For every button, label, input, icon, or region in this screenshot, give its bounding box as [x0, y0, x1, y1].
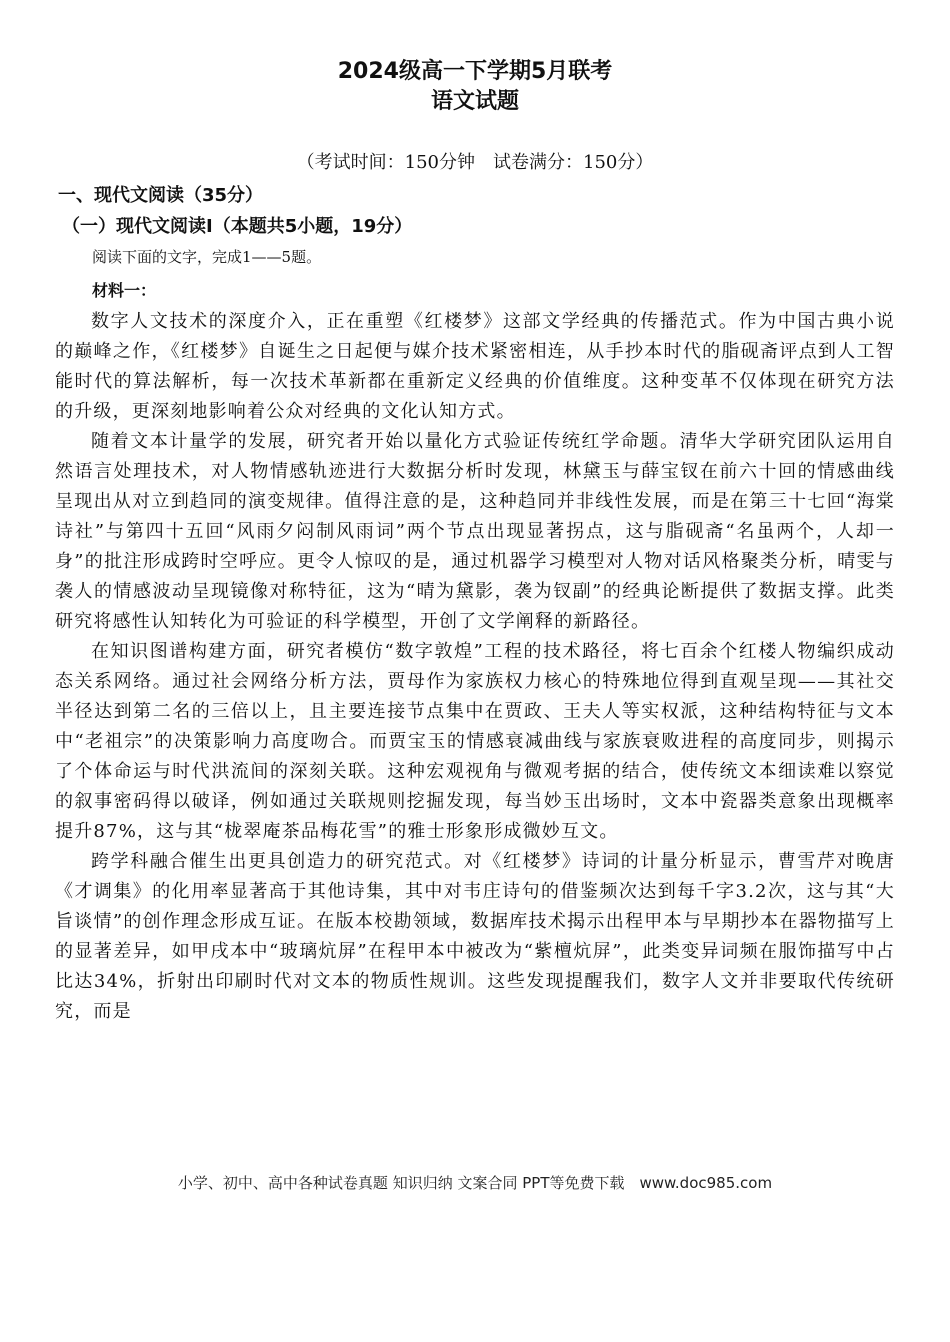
exam-subject-title: 语文试题 [430, 89, 519, 114]
exam-title: 2024级高一下学期5月联考 [337, 59, 613, 84]
passage-paragraph-3: 在知识图谱构建方面，研究者模仿“数字敦煌”工程的技术路径，将七百余个红楼人物编织成动态关系网络。通过社会网络分析方法，贾母作为家族权力核心的特殊地位得到直观呈现——其社交半径达到第二名的三倍以上，且主要连接节点集中在贾政、王夫人等实权派，这种结构特征与文本中“老祖宗”的决策影响力高度吻合。而贾宝玉的情感衰减曲线与家族衰败进程的高度同步，则揭示了个体命运与时代洪流间的深刻关联。这种宏观视角与微观考据的结合，使传统文本细读难以察觉的叙事密码得以破译，例如通过关联规则挖掘发现，每当妙玉出场时，文本中瓷器类意象出现概率提升87%，这与其“栊翠庵茶品梅花雪”的雅士形象形成微妙互文。 [55, 641, 895, 842]
subsection-heading-reading-1: （一）现代文阅读Ⅰ（本题共5小题，19分） [62, 216, 413, 237]
reading-instruction: 阅读下面的文字，完成1——5题。 [92, 248, 322, 266]
exam-time-info: （考试时间：150分钟 试卷满分：150分） [296, 152, 654, 173]
passage-body [55, 307, 895, 1027]
section-heading-modern-reading: 一、现代文阅读（35分） [58, 185, 264, 206]
passage-paragraph-2: 随着文本计量学的发展，研究者开始以量化方式验证传统红学命题。清华大学研究团队运用自然语言处理技术，对人物情感轨迹进行大数据分析时发现，林黛玉与薛宝钗在前六十回的情感曲线呈现出从对立到趋同的演变规律。值得注意的是，这种趋同并非线性发展，而是在第三十七回“海棠诗社”与第四十五回“风雨夕闷制风雨词”两个节点出现显著拐点，这与脂砚斋“名虽两个，人却一身”的批注形成跨时空呼应。更令人惊叹的是，通过机器学习模型对人物对话风格聚类分析，晴雯与袭人的情感波动呈现镜像对称特征，这为“晴为黛影，袭为钗副”的经典论断提供了数据支撑。此类研究将感性认知转化为可验证的科学模型，开创了文学阐释的新路径。 [55, 431, 895, 632]
material-label: 材料一： [92, 281, 157, 300]
passage-paragraph-1: 数字人文技术的深度介入，正在重塑《红楼梦》这部文学经典的传播范式。作为中国古典小说的巅峰之作，《红楼梦》自诞生之日起便与媒介技术紧密相连，从手抄本时代的脂砚斋评点到人工智能时代的算法解析，每一次技术革新都在重新定义经典的价值维度。这种变革不仅体现在研究方法的升级，更深刻地影响着公众对经典的文化认知方式。 [55, 311, 895, 422]
passage-paragraph-4: 跨学科融合催生出更具创造力的研究范式。对《红楼梦》诗词的计量分析显示，曹雪芹对晚唐《才调集》的化用率显著高于其他诗集，其中对韦庄诗句的借鉴频次达到每千字3.2次，这与其“大旨谈情”的创作理念形成互证。在版本校勘领域，数据库技术揭示出程甲本与早期抄本在器物描写上的显著差异，如甲戌本中“玻璃炕屏”在程甲本中被改为“紫檀炕屏”，此类变异词频在服饰描写中占比达34%，折射出印刷时代对文本的物质性规训。这些发现提醒我们，数字人文并非要取代传统研究，而是 [55, 851, 895, 1022]
footer-watermark-text: 小学、初中、高中各种试卷真题 知识归纳 文案合同 PPT等免费下载 www.doc985.com [177, 1174, 773, 1192]
